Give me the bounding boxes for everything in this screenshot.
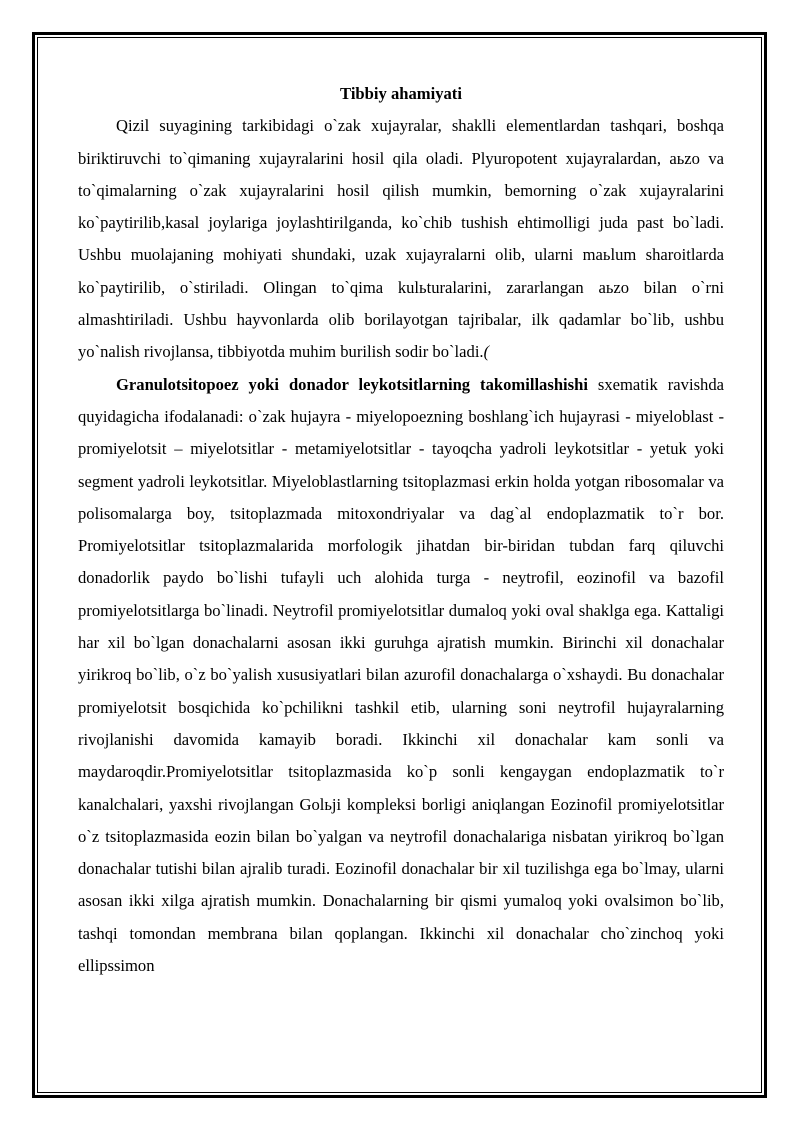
section-title: Tibbiy ahamiyati [340,84,462,103]
paragraph-1-text: Qizil suyagining tarkibidagi o`zak xujayralar, shaklli elementlardan tashqari, boshqa biriktiruvchi to`qimaning xujayralarini hosil qila oladi. Plyuropotent xujayralardan, aьzo va to`qimalarning o`zak xujayralarini hosil qilish mumkin, bemorning o`zak xujayralarini ko`paytirilib,kasal joylariga joylashtirilganda, ko`chib tushish ehtimolligi juda past bo`ladi. Ushbu muolajaning mohiyati shundaki, uzak xujayralarni olib, ularni maьlum sharoitlarda ko`paytirilib, o`stiriladi. Olingan to`qima kulьturalarini, zararlangan aьzo bilan o`rni almashtiriladi. Ushbu hayvonlarda olib borilayotgan tajribalar, ilk qadamlar bo`lib, ushbu yo`nalish rivojlansa, tibbiyotda muhim burilish sodir bo`ladi. [78,116,724,362]
paragraph-2-lead: Granulotsitopoez yoki donador leykotsitlarning takomillashishi [116,374,588,394]
paragraph-1-trailing: ( [483,342,490,362]
paragraph-2-text: sxematik ravishda quyidagicha ifodalanadi: o`zak hujayra - miyelopoezning boshlang`ich hujayrasi - miyeloblast - promiyelotsit – miyelotsitlar - metamiyelotsitlar - tayoqcha yadroli leykotsitlar - yetuk yoki segment yadroli leykotsitlar. Miyeloblastlarning tsitoplazmasi erkin holda yotgan ribosomalar va polisomalarga boy, tsitoplazmada mitoxondriyalar va dag`al endoplazmatik to`r bor. Promiyelotsitlar tsitoplazmalarida morfologik jihatdan bir-biridan tubdan farq qiluvchi donadorlik paydo bo`lishi tufayli uch alohida turga - neytrofil, eozinofil va bazofil promiyelotsitlarga bo`linadi. Neytrofil promiyelotsitlar dumaloq yoki oval shaklga ega. Kattaligi har xil bo`lgan donachalarni asosan ikki guruhga ajratish mumkin. Birinchi xil donachalar yirikroq bo`lib, o`z bo`yalish xususiyatlari bilan azurofil donachalarga o`xshaydi. Bu donachalar promiyelotsit bosqichida ko`pchilikni tashkil etib, ularning soni neytrofil hujayralarning rivojlanishi davomida kamayib boradi. Ikkinchi xil donachalar kam sonli va maydaroqdir.Promiyelotsitlar tsitoplazmasida ko`p sonli kengaygan endoplazmatik to`r kanalchalari, yaxshi rivojlangan Golьji kompleksi borligi aniqlangan Eozinofil promiyelotsitlar o`z tsitoplazmasida eozin bilan bo`yalgan va neytrofil donachalariga nisbatan yirikroq bo`lgan donachalar tutishi bilan ajralib turadi. Eozinofil donachalar bir xil tuzilishga ega bo`lmay, ularni asosan ikki xilga ajratish mumkin. Donachalarning bir qismi yumaloq yoki ovalsimon bo`lib, tashqi tomondan membrana bilan qoplangan. Ikkinchi xil donachalar cho`zinchoq yoki ellipssimon [78,374,724,976]
paragraph-granulocytopoiesis [78,369,724,983]
document-body [78,78,724,982]
paragraph-medical-significance [78,110,724,368]
